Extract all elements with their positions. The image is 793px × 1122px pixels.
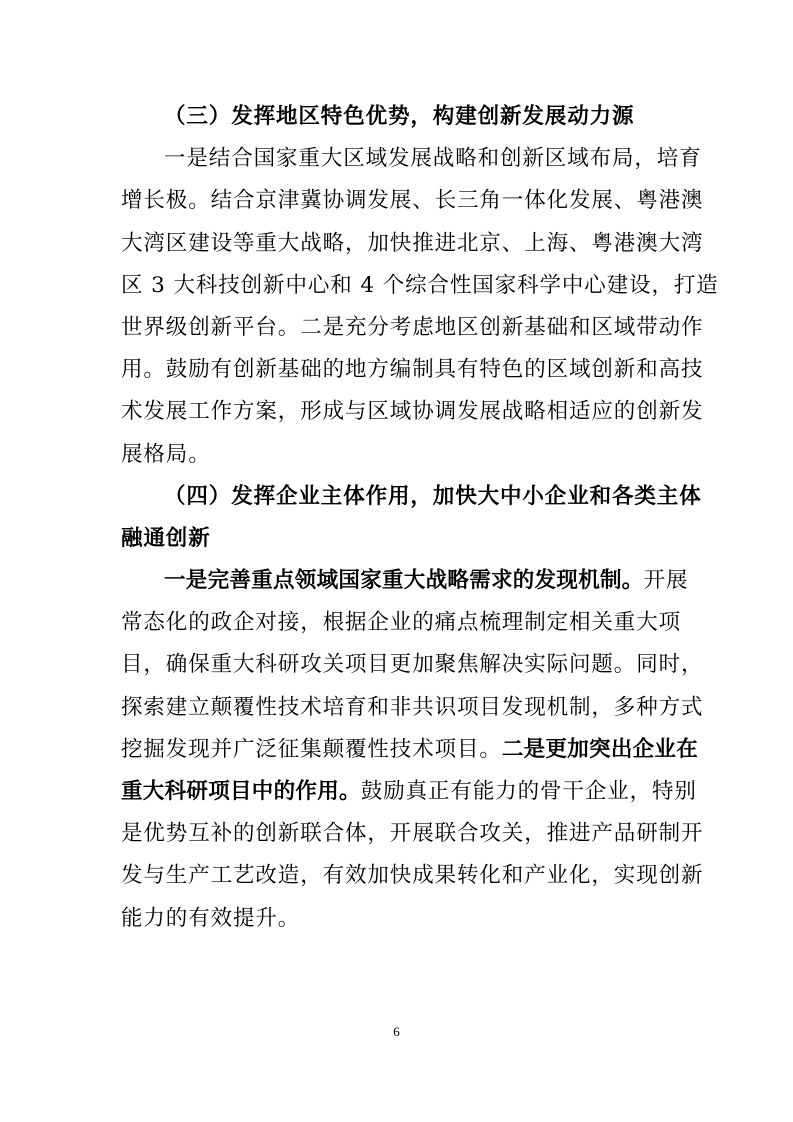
page-body [121, 96, 719, 940]
paragraph-line: 发与生产工艺改造，有效加快成果转化和产业化，实现创新 [121, 863, 704, 889]
bold-point-2: 二是更加突出企业在 [501, 736, 699, 762]
section-4-heading: （四）发挥企业主体作用，加快大中小企业和各类主体 [164, 483, 702, 509]
paragraph-line: 展格局。 [121, 441, 211, 467]
paragraph-line: 是优势互补的创新联合体，开展联合攻关，推进产品研制开 [121, 821, 704, 847]
paragraph-line: 世界级创新平台。二是充分考虑地区创新基础和区域带动作 [121, 314, 704, 340]
paragraph-line: 用。鼓励有创新基础的地方编制具有特色的区域创新和高技 [121, 357, 704, 383]
paragraph-line [121, 771, 697, 813]
paragraph-line: 大湾区建设等重大战略，加快推进北京、上海、粤港澳大湾 [121, 230, 704, 256]
paragraph-line: 术发展工作方案，形成与区域协调发展战略相适应的创新发 [121, 399, 704, 425]
bold-point-1: 一是完善重点领域国家重大战略需求的发现机制。 [164, 568, 644, 594]
paragraph-line [121, 560, 689, 602]
paragraph-line: 增长极。结合京津冀协调发展、长三角一体化发展、粤港澳 [121, 188, 704, 214]
page-number: 6 [393, 1024, 400, 1039]
section-4-heading-cont: 融通创新 [121, 525, 211, 551]
text-span: 开展 [643, 568, 689, 594]
section-3-heading: （三）发挥地区特色优势，构建创新发展动力源 [164, 104, 635, 129]
paragraph-line: 探索建立颠覆性技术培育和非共识项目发现机制，多种方式 [121, 694, 704, 720]
paragraph-line: 一是结合国家重大区域发展战略和创新区域布局，培育 [164, 146, 702, 172]
paragraph-line: 区 3 大科技创新中心和 4 个综合性国家科学中心建设，打造 [121, 272, 719, 298]
paragraph-line [121, 729, 699, 771]
paragraph-line: 能力的有效提升。 [121, 905, 301, 931]
paragraph-line: 目，确保重大科研攻关项目更加聚焦解决实际问题。同时， [121, 652, 704, 678]
bold-point-2-cont: 重大科研项目中的作用。 [121, 779, 361, 804]
text-span: 挖掘发现并广泛征集颠覆性技术项目。 [121, 736, 502, 762]
paragraph-line: 常态化的政企对接，根据企业的痛点梳理制定相关重大项 [121, 610, 682, 636]
text-span: 鼓励真正有能力的骨干企业，特别 [360, 779, 697, 804]
